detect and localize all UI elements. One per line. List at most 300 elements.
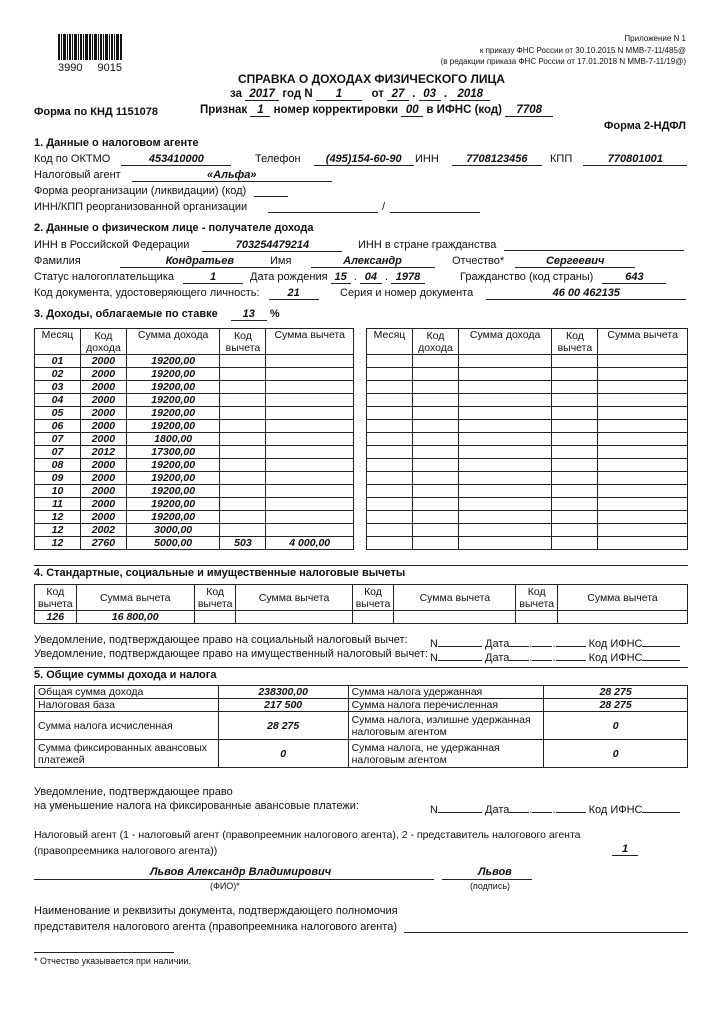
agent-type-value-wrap xyxy=(612,843,638,856)
dob-year: 1978 xyxy=(391,271,425,284)
empty-cell xyxy=(367,446,413,459)
inn-country-row: ИНН в стране гражданства xyxy=(358,239,497,251)
notice-social-label: Уведомление, подтверждающее право на социальный налоговый вычет: xyxy=(34,634,408,646)
row-deduction-code xyxy=(220,498,266,511)
row-deduction-code xyxy=(220,459,266,472)
row-deduction-code: 503 xyxy=(220,537,266,550)
table-row-empty xyxy=(367,368,688,381)
totals-table xyxy=(34,685,688,768)
table-row xyxy=(35,394,354,407)
row-deduction-sum xyxy=(266,472,354,485)
row-income-sum: 17300,00 xyxy=(126,446,220,459)
kpp-value: 770801001 xyxy=(583,153,687,166)
agent-type-value: 1 xyxy=(612,843,638,856)
ifns-value: 7708 xyxy=(505,104,553,117)
empty-cell xyxy=(367,485,413,498)
empty-cell xyxy=(552,433,598,446)
ded-h-sum-2: Сумма вычета xyxy=(236,585,352,611)
empty-cell xyxy=(552,420,598,433)
appendix-line1: Приложение N 1 xyxy=(624,34,686,43)
table-row xyxy=(35,498,354,511)
empty-cell xyxy=(552,485,598,498)
phone-row: Телефон (495)154-60-90 xyxy=(255,153,414,166)
footnote: * Отчество указывается при наличии. xyxy=(34,956,191,966)
row-deduction-sum xyxy=(266,420,354,433)
row-deduction-code xyxy=(220,485,266,498)
row-month: 02 xyxy=(35,368,81,381)
ded-h-code-2: Код вычета xyxy=(194,585,236,611)
empty-cell xyxy=(412,485,458,498)
empty-cell xyxy=(598,498,688,511)
ded-h-code-1: Код вычета xyxy=(35,585,77,611)
row-deduction-sum xyxy=(266,446,354,459)
reorg-kpp-line xyxy=(390,212,480,213)
report-year: 2017 xyxy=(245,88,279,101)
row-deduction-sum xyxy=(266,407,354,420)
section4-title: 4. Стандартные, социальные и имущественные налоговые вычеты xyxy=(34,567,406,579)
th-income-code-right: Код дохода xyxy=(412,329,458,355)
empty-cell xyxy=(412,537,458,550)
empty-cell xyxy=(367,459,413,472)
citizenship-value: 643 xyxy=(602,271,666,284)
table-row xyxy=(35,433,354,446)
empty-cell xyxy=(412,524,458,537)
row-deduction-sum: 4 000,00 xyxy=(266,537,354,550)
row-income-code: 2012 xyxy=(80,446,126,459)
row-income-code: 2000 xyxy=(80,381,126,394)
row-month: 12 xyxy=(35,537,81,550)
row-income-sum: 19200,00 xyxy=(126,381,220,394)
surname-row: Фамилия Кондратьев xyxy=(34,255,280,268)
deductions-table xyxy=(34,584,688,624)
total-income-value: 238300,00 xyxy=(218,686,348,699)
table-row-empty xyxy=(367,472,688,485)
row-month: 03 xyxy=(35,381,81,394)
empty-cell xyxy=(367,433,413,446)
empty-cell xyxy=(412,498,458,511)
table-row-empty xyxy=(367,381,688,394)
inn-rf-value: 703254479214 xyxy=(202,239,342,252)
row-deduction-code xyxy=(220,524,266,537)
table-row xyxy=(35,485,354,498)
agent-inn-value: 7708123456 xyxy=(452,153,542,166)
surname-value: Кондратьев xyxy=(120,255,280,268)
empty-cell xyxy=(367,537,413,550)
empty-cell xyxy=(458,381,552,394)
section2-title: 2. Данные о физическом лице - получателе дохода xyxy=(34,222,314,234)
th-income-sum: Сумма дохода xyxy=(126,329,220,355)
row-deduction-sum xyxy=(266,355,354,368)
section4-rule xyxy=(34,565,688,566)
header-date-line: за 2017 год N 1 от 27 . 03 . 2018 xyxy=(230,88,490,101)
table-row-empty xyxy=(367,459,688,472)
row-deduction-code xyxy=(220,381,266,394)
empty-cell xyxy=(598,433,688,446)
row-income-code: 2000 xyxy=(80,472,126,485)
row-income-sum: 19200,00 xyxy=(126,407,220,420)
oktmo-row: Код по ОКТМО 453410000 xyxy=(34,153,231,166)
table-row-empty xyxy=(367,511,688,524)
empty-cell xyxy=(552,524,598,537)
row-income-sum: 19200,00 xyxy=(126,459,220,472)
barcode-icon xyxy=(58,34,122,60)
fixed-adv-notice-fields: N Дата . . Код ИФНС xyxy=(430,800,680,816)
table-row xyxy=(35,537,354,550)
table-row-empty xyxy=(367,524,688,537)
section3-title: 3. Доходы, облагаемые по ставке 13 % xyxy=(34,308,280,320)
inn-rf-row: ИНН в Российской Федерации 703254479214 xyxy=(34,239,342,252)
empty-cell xyxy=(552,407,598,420)
empty-cell xyxy=(552,472,598,485)
dob-month: 04 xyxy=(360,271,382,284)
empty-cell xyxy=(367,355,413,368)
table-row-empty xyxy=(367,355,688,368)
empty-cell xyxy=(552,446,598,459)
row-deduction-code xyxy=(220,511,266,524)
signature-value: Львов xyxy=(478,866,512,878)
row-deduction-code xyxy=(220,446,266,459)
empty-cell xyxy=(412,355,458,368)
row-income-code: 2000 xyxy=(80,459,126,472)
row-deduction-sum xyxy=(266,524,354,537)
row-deduction-code xyxy=(220,407,266,420)
empty-cell xyxy=(412,394,458,407)
row-income-sum: 3000,00 xyxy=(126,524,220,537)
empty-cell xyxy=(412,446,458,459)
row-month: 07 xyxy=(35,433,81,446)
row-deduction-code xyxy=(220,368,266,381)
empty-cell xyxy=(412,433,458,446)
th-income-sum-right: Сумма дохода xyxy=(458,329,552,355)
reorg-form-line xyxy=(254,196,288,197)
table-row xyxy=(35,472,354,485)
row-deduction-sum xyxy=(266,394,354,407)
row-deduction-code xyxy=(220,355,266,368)
empty-cell xyxy=(598,485,688,498)
empty-cell xyxy=(458,394,552,407)
name-value: Александр xyxy=(311,255,435,268)
footnote-rule xyxy=(34,952,174,953)
reorg-slash: / xyxy=(382,201,386,213)
row-income-code: 2000 xyxy=(80,498,126,511)
row-income-code: 2760 xyxy=(80,537,126,550)
row-income-sum: 19200,00 xyxy=(126,511,220,524)
tax-withheld-value: 28 275 xyxy=(544,686,688,699)
row-deduction-code xyxy=(220,472,266,485)
empty-cell xyxy=(458,524,552,537)
empty-cell xyxy=(552,498,598,511)
section5-rule xyxy=(34,667,688,668)
agent-type-line2: (правопреемника налогового агента)) xyxy=(34,845,218,857)
row-month: 12 xyxy=(35,511,81,524)
total-income-label: Общая сумма дохода xyxy=(35,686,219,699)
empty-cell xyxy=(552,511,598,524)
agent-row: Налоговый агент «Альфа» xyxy=(34,169,332,182)
empty-cell xyxy=(412,407,458,420)
empty-cell xyxy=(367,368,413,381)
patronymic-row: Отчество* Сергеевич xyxy=(452,255,635,268)
ded-code-1: 126 xyxy=(35,611,77,624)
empty-cell xyxy=(598,420,688,433)
row-month: 04 xyxy=(35,394,81,407)
row-deduction-sum xyxy=(266,368,354,381)
row-income-code: 2000 xyxy=(80,485,126,498)
table-row xyxy=(35,355,354,368)
row-month: 12 xyxy=(35,524,81,537)
row-deduction-sum xyxy=(266,511,354,524)
report-number: 1 xyxy=(316,88,362,101)
table-row xyxy=(35,420,354,433)
row-month: 07 xyxy=(35,446,81,459)
empty-cell xyxy=(367,381,413,394)
korr-value: 00 xyxy=(401,104,423,117)
empty-cell xyxy=(458,368,552,381)
empty-cell xyxy=(458,433,552,446)
row-income-code: 2000 xyxy=(80,420,126,433)
row-income-code: 2000 xyxy=(80,394,126,407)
section5-title: 5. Общие суммы дохода и налога xyxy=(34,669,217,681)
row-deduction-code xyxy=(220,394,266,407)
form-knd: Форма по КНД 1151078 xyxy=(34,106,159,118)
doc-num-row: Серия и номер документа 46 00 462135 xyxy=(340,287,686,300)
empty-cell xyxy=(412,472,458,485)
page-title: СПРАВКА О ДОХОДАХ ФИЗИЧЕСКОГО ЛИЦА xyxy=(238,72,505,86)
status-row: Статус налогоплательщика 1 xyxy=(34,271,243,284)
empty-cell xyxy=(598,407,688,420)
fixed-adv-value: 0 xyxy=(218,740,348,768)
oktmo-value: 453410000 xyxy=(121,153,231,166)
empty-cell xyxy=(367,407,413,420)
empty-cell xyxy=(458,498,552,511)
tax-calc-value: 28 275 xyxy=(218,712,348,740)
tax-not-withheld-value: 0 xyxy=(544,740,688,768)
empty-cell xyxy=(412,511,458,524)
empty-cell xyxy=(598,394,688,407)
dob-row: Дата рождения 15 . 04 . 1978 xyxy=(250,271,425,284)
row-month: 11 xyxy=(35,498,81,511)
inn-row: ИНН 7708123456 xyxy=(415,153,542,166)
appendix-line2: к приказу ФНС России от 30.10.2015 N ММВ-7-11/485@ xyxy=(479,46,686,55)
fio-label: (ФИО)* xyxy=(210,881,240,891)
doc-code-row: Код документа, удостоверяющего личность: 21 xyxy=(34,287,319,300)
empty-cell xyxy=(458,420,552,433)
table-row-empty xyxy=(367,498,688,511)
table-row-empty xyxy=(367,420,688,433)
income-table-right xyxy=(366,328,688,550)
ded-h-sum-4: Сумма вычета xyxy=(558,585,688,611)
empty-cell xyxy=(367,511,413,524)
empty-cell xyxy=(367,524,413,537)
empty-cell xyxy=(367,394,413,407)
table-row xyxy=(35,368,354,381)
row-deduction-sum xyxy=(266,498,354,511)
notice-property-label: Уведомление, подтверждающее право на имущественный налоговый вычет: xyxy=(34,648,429,660)
empty-cell xyxy=(552,355,598,368)
row-month: 05 xyxy=(35,407,81,420)
reorg-form-label: Форма реорганизации (ликвидации) (код) xyxy=(34,185,247,197)
empty-cell xyxy=(598,472,688,485)
table-row-empty xyxy=(367,485,688,498)
dob-day: 15 xyxy=(331,271,351,284)
doc-code-value: 21 xyxy=(269,287,319,300)
row-month: 08 xyxy=(35,459,81,472)
row-month: 01 xyxy=(35,355,81,368)
row-income-code: 2000 xyxy=(80,407,126,420)
th-income-code: Код дохода xyxy=(80,329,126,355)
tax-excess-label: Сумма налога, излишне удержанная налоговым агентом xyxy=(348,712,544,740)
reorg-inn-line xyxy=(268,212,378,213)
fixed-adv-notice-line1: Уведомление, подтверждающее право xyxy=(34,786,233,798)
empty-cell xyxy=(458,537,552,550)
row-deduction-code xyxy=(220,420,266,433)
appendix-line3: (в редакции приказа ФНС России от 17.01.2018 N ММВ-7-11/19@) xyxy=(440,57,686,66)
row-deduction-sum xyxy=(266,485,354,498)
row-month: 09 xyxy=(35,472,81,485)
signature-line xyxy=(442,879,532,880)
empty-cell xyxy=(412,368,458,381)
empty-cell xyxy=(598,381,688,394)
row-income-code: 2000 xyxy=(80,368,126,381)
patronymic-value: Сергеевич xyxy=(515,255,635,268)
tax-transferred-value: 28 275 xyxy=(544,699,688,712)
row-deduction-code xyxy=(220,433,266,446)
empty-cell xyxy=(412,459,458,472)
th-deduction-code-right: Код вычета xyxy=(552,329,598,355)
ded-h-code-4: Код вычета xyxy=(516,585,558,611)
empty-cell xyxy=(412,381,458,394)
row-month: 10 xyxy=(35,485,81,498)
row-month: 06 xyxy=(35,420,81,433)
notice-property-fields: N Дата . . Код ИФНС xyxy=(430,648,680,664)
doc-num-value: 46 00 462135 xyxy=(486,287,686,300)
table-row-empty xyxy=(367,394,688,407)
table-row xyxy=(35,459,354,472)
notice-social-fields: N Дата . . Код ИФНС xyxy=(430,634,680,650)
ded-h-sum-1: Сумма вычета xyxy=(76,585,194,611)
empty-cell xyxy=(412,420,458,433)
ded-h-sum-3: Сумма вычета xyxy=(394,585,516,611)
table-row xyxy=(35,381,354,394)
report-year2: 2018 xyxy=(450,88,490,101)
barcode xyxy=(58,34,122,74)
kpp-row: КПП 770801001 xyxy=(550,153,687,166)
empty-cell xyxy=(598,368,688,381)
empty-cell xyxy=(458,511,552,524)
rep-doc-line xyxy=(404,932,688,933)
th-deduction-code: Код вычета xyxy=(220,329,266,355)
row-income-sum: 19200,00 xyxy=(126,368,220,381)
ded-h-code-3: Код вычета xyxy=(352,585,394,611)
rep-doc-line1: Наименование и реквизиты документа, подтверждающего полномочия xyxy=(34,905,398,917)
tax-base-label: Налоговая база xyxy=(35,699,219,712)
tax-excess-value: 0 xyxy=(544,712,688,740)
table-row-empty xyxy=(367,407,688,420)
agent-type-line1: Налоговый агент (1 - налоговый агент (правопреемник налогового агента), 2 - представитель налогового агента xyxy=(34,829,581,841)
table-row-empty xyxy=(367,433,688,446)
empty-cell xyxy=(598,459,688,472)
row-income-sum: 1800,00 xyxy=(126,433,220,446)
empty-cell xyxy=(367,498,413,511)
empty-cell xyxy=(598,355,688,368)
report-month: 03 xyxy=(419,88,441,101)
row-income-sum: 19200,00 xyxy=(126,355,220,368)
status-value: 1 xyxy=(183,271,243,284)
row-income-sum: 19200,00 xyxy=(126,472,220,485)
empty-cell xyxy=(458,446,552,459)
agent-value: «Альфа» xyxy=(132,169,332,182)
rep-doc-line2: представителя налогового агента (правопреемника налогового агента) xyxy=(34,921,397,933)
barcode-digits-left: 3990 xyxy=(58,62,83,74)
empty-cell xyxy=(367,472,413,485)
empty-cell xyxy=(458,407,552,420)
empty-cell xyxy=(598,524,688,537)
row-income-code: 2002 xyxy=(80,524,126,537)
fio-line xyxy=(34,879,434,880)
empty-cell xyxy=(458,459,552,472)
row-deduction-sum xyxy=(266,459,354,472)
table-row xyxy=(35,446,354,459)
barcode-digits-right: 9015 xyxy=(97,62,122,74)
row-income-sum: 19200,00 xyxy=(126,420,220,433)
table-row xyxy=(35,511,354,524)
empty-cell xyxy=(552,459,598,472)
tax-transferred-label: Сумма налога перечисленная xyxy=(348,699,544,712)
empty-cell xyxy=(458,472,552,485)
form-name: Форма 2-НДФЛ xyxy=(604,120,686,132)
tax-base-value: 217 500 xyxy=(218,699,348,712)
empty-cell xyxy=(458,355,552,368)
row-income-code: 2000 xyxy=(80,355,126,368)
row-income-sum: 19200,00 xyxy=(126,498,220,511)
signature-label: (подпись) xyxy=(470,881,511,891)
fio-value: Львов Александр Владимирович xyxy=(150,866,332,878)
row-income-sum: 19200,00 xyxy=(126,485,220,498)
name-row: Имя Александр xyxy=(270,255,435,268)
empty-cell xyxy=(552,537,598,550)
fixed-adv-notice-line2: на уменьшение налога на фиксированные авансовые платежи: xyxy=(34,800,359,812)
tax-withheld-label: Сумма налога удержанная xyxy=(348,686,544,699)
th-deduction-sum: Сумма вычета xyxy=(266,329,354,355)
inn-country-line xyxy=(504,250,684,251)
header-priznak-line: Признак 1 номер корректировки 00 в ИФНС (код) 7708 xyxy=(200,104,553,117)
row-income-code: 2000 xyxy=(80,511,126,524)
empty-cell xyxy=(598,446,688,459)
fixed-adv-label: Сумма фиксированных авансовых платежей xyxy=(35,740,219,768)
empty-cell xyxy=(598,511,688,524)
reorg-inn-label: ИНН/КПП реорганизованной организации xyxy=(34,201,248,213)
table-row xyxy=(35,524,354,537)
row-income-code: 2000 xyxy=(80,433,126,446)
table-row-empty xyxy=(367,537,688,550)
ded-sum-1: 16 800,00 xyxy=(76,611,194,624)
tax-calc-label: Сумма налога исчисленная xyxy=(35,712,219,740)
empty-cell xyxy=(552,394,598,407)
section1-title: 1. Данные о налоговом агенте xyxy=(34,137,199,149)
empty-cell xyxy=(552,381,598,394)
row-income-sum: 19200,00 xyxy=(126,394,220,407)
income-table-left xyxy=(34,328,354,550)
empty-cell xyxy=(598,537,688,550)
citizenship-row: Гражданство (код страны) 643 xyxy=(460,271,666,284)
empty-cell xyxy=(552,368,598,381)
th-deduction-sum-right: Сумма вычета xyxy=(598,329,688,355)
phone-value: (495)154-60-90 xyxy=(314,153,414,166)
tax-not-withheld-label: Сумма налога, не удержанная налоговым агентом xyxy=(348,740,544,768)
th-month-right: Месяц xyxy=(367,329,413,355)
row-deduction-sum xyxy=(266,433,354,446)
table-row xyxy=(35,407,354,420)
rate-value: 13 xyxy=(231,308,267,321)
